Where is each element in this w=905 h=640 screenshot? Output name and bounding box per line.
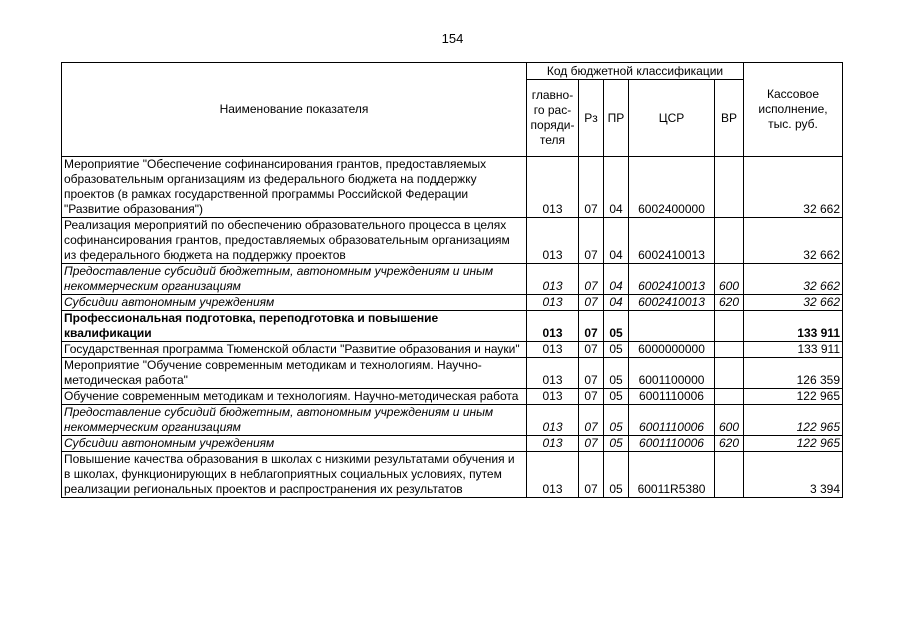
header-pr: ПР <box>604 80 629 157</box>
cell-pr: 04 <box>604 157 629 218</box>
cell-vr <box>715 218 744 264</box>
cell-name: Мероприятие "Обеспечение софинансирования грантов, предоставляемых образовательным организациям из федерального бюджета на поддержку проектов (в рамках государственной программы Российской Федерации "Развитие образования") <box>62 157 527 218</box>
cell-amount: 122 965 <box>744 436 843 452</box>
cell-vr <box>715 389 744 405</box>
cell-pr: 04 <box>604 218 629 264</box>
table-row <box>62 389 843 405</box>
cell-csr: 6002410013 <box>629 264 715 295</box>
cell-amount: 32 662 <box>744 218 843 264</box>
cell-csr: 6001110006 <box>629 405 715 436</box>
cell-vr: 620 <box>715 295 744 311</box>
cell-pr: 04 <box>604 264 629 295</box>
cell-rz: 07 <box>579 295 604 311</box>
cell-pr: 05 <box>604 436 629 452</box>
cell-pr: 05 <box>604 311 629 342</box>
header-rz: Рз <box>579 80 604 157</box>
cell-csr <box>629 311 715 342</box>
table-row <box>62 436 843 452</box>
cell-name: Предоставление субсидий бюджетным, автономным учреждениям и иным некоммерческим организациям <box>62 264 527 295</box>
header-amount: Кассовое исполнение, тыс. руб. <box>744 63 843 157</box>
cell-name: Субсидии автономным учреждениям <box>62 295 527 311</box>
cell-name: Обучение современным методикам и технологиям. Научно-методическая работа <box>62 389 527 405</box>
cell-vr <box>715 342 744 358</box>
cell-csr: 6002410013 <box>629 295 715 311</box>
cell-rz: 07 <box>579 264 604 295</box>
cell-name: Субсидии автономным учреждениям <box>62 436 527 452</box>
cell-pr: 04 <box>604 295 629 311</box>
table-row <box>62 218 843 264</box>
cell-csr: 6001100000 <box>629 358 715 389</box>
cell-glavny: 013 <box>527 311 579 342</box>
cell-csr: 6001110006 <box>629 436 715 452</box>
header-csr: ЦСР <box>629 80 715 157</box>
table-row <box>62 358 843 389</box>
table-row <box>62 264 843 295</box>
cell-vr: 620 <box>715 436 744 452</box>
cell-glavny: 013 <box>527 436 579 452</box>
cell-name: Профессиональная подготовка, переподготовка и повышение квалификации <box>62 311 527 342</box>
cell-vr <box>715 452 744 498</box>
budget-execution-table <box>61 62 843 498</box>
cell-name: Мероприятие "Обучение современным методикам и технологиям. Научно-методическая работа" <box>62 358 527 389</box>
table-row <box>62 342 843 358</box>
cell-vr <box>715 157 744 218</box>
cell-glavny: 013 <box>527 389 579 405</box>
cell-glavny: 013 <box>527 405 579 436</box>
cell-amount: 3 394 <box>744 452 843 498</box>
cell-rz: 07 <box>579 358 604 389</box>
cell-rz: 07 <box>579 157 604 218</box>
header-vr: ВР <box>715 80 744 157</box>
cell-vr <box>715 311 744 342</box>
cell-vr: 600 <box>715 264 744 295</box>
cell-rz: 07 <box>579 342 604 358</box>
cell-name: Реализация мероприятий по обеспечению образовательного процесса в целях софинансирования грантов, предоставляемых образовательным организациям из федерального бюджета на поддержку проектов <box>62 218 527 264</box>
cell-glavny: 013 <box>527 218 579 264</box>
cell-rz: 07 <box>579 389 604 405</box>
table-row <box>62 295 843 311</box>
cell-rz: 07 <box>579 436 604 452</box>
cell-csr: 6001110006 <box>629 389 715 405</box>
cell-pr: 05 <box>604 358 629 389</box>
header-kbk-group: Код бюджетной классификации <box>527 63 744 80</box>
cell-amount: 32 662 <box>744 157 843 218</box>
cell-amount: 133 911 <box>744 342 843 358</box>
cell-glavny: 013 <box>527 264 579 295</box>
cell-glavny: 013 <box>527 342 579 358</box>
cell-csr: 6000000000 <box>629 342 715 358</box>
cell-amount: 32 662 <box>744 295 843 311</box>
cell-pr: 05 <box>604 405 629 436</box>
table-row <box>62 311 843 342</box>
cell-glavny: 013 <box>527 452 579 498</box>
cell-glavny: 013 <box>527 358 579 389</box>
cell-name: Повышение качества образования в школах с низкими результатами обучения и в школах, функционирующих в неблагоприятных социальных условиях, путем реализации региональных проектов и распространения их результатов <box>62 452 527 498</box>
cell-rz: 07 <box>579 218 604 264</box>
table-row <box>62 405 843 436</box>
header-glavny: главно-го рас-поряди-теля <box>527 80 579 157</box>
cell-pr: 05 <box>604 452 629 498</box>
cell-csr: 6002410013 <box>629 218 715 264</box>
cell-glavny: 013 <box>527 295 579 311</box>
cell-rz: 07 <box>579 311 604 342</box>
cell-amount: 122 965 <box>744 405 843 436</box>
cell-pr: 05 <box>604 342 629 358</box>
cell-amount: 133 911 <box>744 311 843 342</box>
table-body <box>62 157 843 498</box>
cell-pr: 05 <box>604 389 629 405</box>
page-number: 154 <box>441 31 464 46</box>
cell-name: Государственная программа Тюменской области "Развитие образования и науки" <box>62 342 527 358</box>
table-row <box>62 452 843 498</box>
table-header <box>62 63 843 157</box>
cell-amount: 32 662 <box>744 264 843 295</box>
cell-vr: 600 <box>715 405 744 436</box>
cell-rz: 07 <box>579 405 604 436</box>
cell-vr <box>715 358 744 389</box>
cell-amount: 126 359 <box>744 358 843 389</box>
cell-csr: 6002400000 <box>629 157 715 218</box>
cell-csr: 60011R5380 <box>629 452 715 498</box>
cell-rz: 07 <box>579 452 604 498</box>
header-name: Наименование показателя <box>62 63 527 157</box>
cell-amount: 122 965 <box>744 389 843 405</box>
cell-name: Предоставление субсидий бюджетным, автономным учреждениям и иным некоммерческим организациям <box>62 405 527 436</box>
table-row <box>62 157 843 218</box>
cell-glavny: 013 <box>527 157 579 218</box>
